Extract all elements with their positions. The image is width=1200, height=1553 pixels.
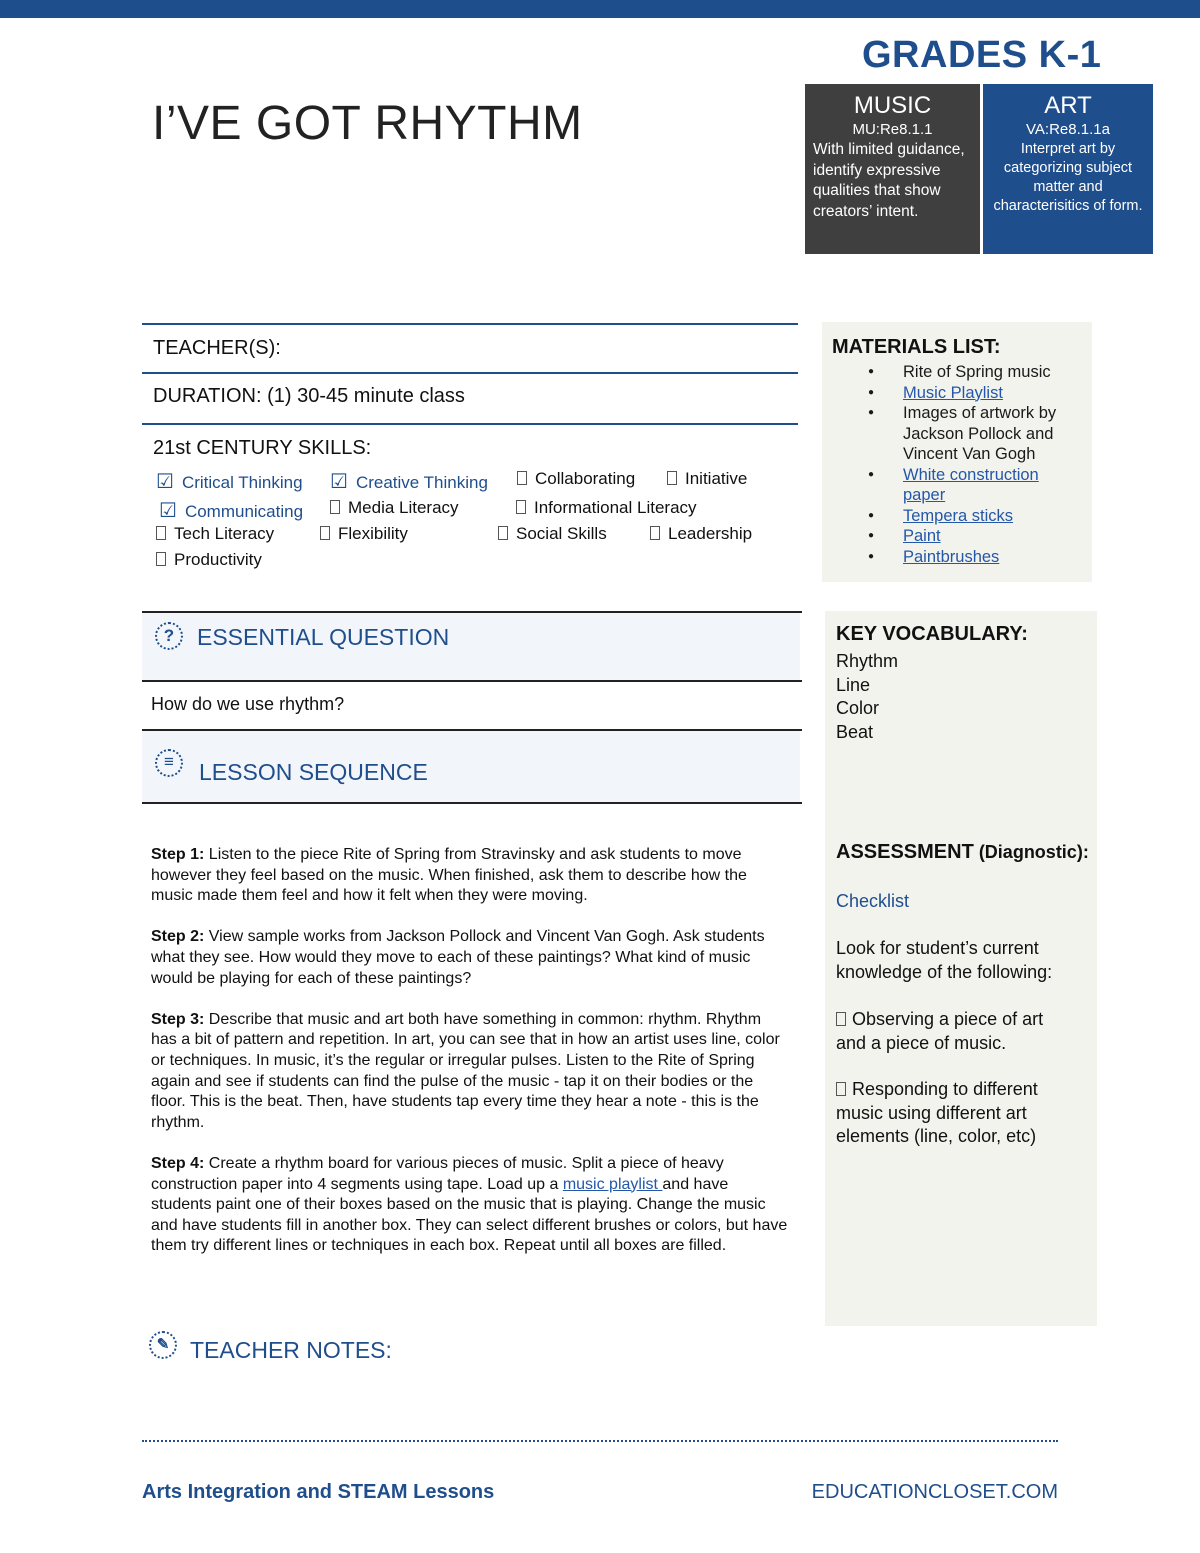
- material-item: [832, 403, 1078, 465]
- step-1: [151, 845, 791, 907]
- divider: [142, 680, 802, 682]
- checkbox-icon: [320, 526, 330, 540]
- art-standard-box: [983, 84, 1153, 254]
- step-label: Step 1:: [151, 846, 205, 863]
- material-item[interactable]: [832, 465, 1078, 506]
- skill-label: Critical Thinking: [181, 473, 303, 492]
- material-link[interactable]: Paintbrushes: [903, 547, 1000, 566]
- assessment-item: [836, 1078, 1076, 1149]
- skill-critical-thinking[interactable]: [156, 469, 303, 494]
- skill-creative-thinking[interactable]: [330, 469, 488, 494]
- skill-label: Collaborating: [535, 469, 636, 488]
- checkbox-icon: [156, 526, 166, 540]
- material-item[interactable]: [832, 526, 1078, 547]
- assessment-heading-main: ASSESSMENT: [836, 841, 974, 863]
- footer-tagline: Arts Integration and STEAM Lessons: [142, 1481, 495, 1503]
- checkbox-icon: [498, 526, 508, 540]
- material-link[interactable]: White construction paper: [903, 465, 1039, 504]
- skill-social-skills[interactable]: [498, 524, 607, 544]
- step-text: Listen to the piece Rite of Spring from Stravinsky and ask students to move however they feel based on the music. When finished, ask them to describe how the music made them feel and how it felt when they were moving.: [151, 846, 747, 905]
- lesson-sequence-title: LESSON SEQUENCE: [199, 759, 428, 785]
- skill-label: Productivity: [174, 550, 262, 569]
- vocab-word: Color: [836, 698, 880, 718]
- music-standard-desc: With limited guidance, identify expressive qualities that show creators’ intent.: [813, 141, 965, 220]
- lesson-title: I’VE GOT RHYTHM: [152, 97, 583, 150]
- vocab-word: Beat: [836, 721, 874, 742]
- step-text: View sample works from Jackson Pollock and Vincent Van Gogh. Ask students what they see. How would they move to each of these paintings? What kind of music would be playing for each of these paintings?: [151, 928, 765, 987]
- assessment-item-text: Responding to different music using different art elements (line, color, etc): [836, 1079, 1038, 1146]
- art-standard-code: VA:Re8.1.1a: [1026, 121, 1110, 138]
- skill-label: Tech Literacy: [174, 524, 275, 543]
- footer-website: EDUCATIONCLOSET.COM: [811, 1481, 1058, 1503]
- top-bar: [0, 0, 1200, 18]
- footer-divider: [142, 1440, 1058, 1442]
- step-2: [151, 927, 791, 989]
- divider: [142, 372, 798, 374]
- skill-label: Creative Thinking: [355, 473, 488, 492]
- step-4: [151, 1154, 791, 1257]
- music-heading: MUSIC: [853, 92, 932, 119]
- divider: [142, 323, 798, 325]
- divider: [142, 423, 798, 425]
- skill-media-literacy[interactable]: [330, 498, 459, 518]
- step-text: and have students paint one of their boxes based on the music that is playing. Change the music and have students fill in another box. They can select different brushes or colors, but have them try different lines or techniques in each box. Repeat until all boxes are filled.: [151, 1175, 788, 1255]
- checked-box-icon: ☑: [156, 471, 174, 493]
- material-link[interactable]: Tempera sticks: [903, 506, 1014, 525]
- checkbox-icon: [516, 500, 526, 514]
- material-item[interactable]: [832, 383, 1078, 404]
- skill-label: Initiative: [685, 469, 748, 488]
- material-text: Images of artwork by Jackson Pollock and Vincent Van Gogh: [903, 404, 1057, 463]
- skill-productivity[interactable]: [156, 550, 262, 570]
- skill-flexibility[interactable]: [320, 524, 408, 544]
- checkbox-icon: [330, 500, 340, 514]
- skill-label: Leadership: [668, 524, 753, 543]
- material-item[interactable]: [832, 506, 1078, 527]
- duration-label: DURATION: (1) 30-45 minute class: [153, 385, 465, 407]
- checkbox-icon: [517, 471, 527, 485]
- essential-question-title: ESSENTIAL QUESTION: [197, 624, 450, 650]
- material-text: Rite of Spring music: [903, 363, 1051, 381]
- assessment-item-text: Observing a piece of art and a piece of music.: [836, 1009, 1044, 1053]
- skill-tech-literacy[interactable]: [156, 524, 274, 544]
- step-text: Create a rhythm board for various pieces of music. Split a piece of heavy construction paper into 4 segments using tape. Load up a: [151, 1154, 724, 1193]
- step-label: Step 3:: [151, 1010, 205, 1028]
- teacher-notes-title: TEACHER NOTES:: [190, 1337, 392, 1363]
- skill-communicating[interactable]: [159, 498, 303, 523]
- material-link[interactable]: Paint: [903, 527, 941, 545]
- list-icon: ≡: [155, 749, 183, 777]
- checkbox-icon: [836, 1012, 846, 1026]
- material-item: [832, 362, 1078, 383]
- assessment-item: [836, 1008, 1076, 1055]
- vocab-word: Line: [836, 674, 871, 695]
- materials-list: [832, 362, 1078, 567]
- skill-label: Social Skills: [516, 524, 607, 543]
- assessment-heading-type: (Diagnostic):: [973, 842, 1089, 862]
- music-standard-code: MU:Re8.1.1: [852, 121, 933, 138]
- essential-question-text: How do we use rhythm?: [151, 694, 345, 714]
- skill-informational-literacy[interactable]: [516, 498, 697, 518]
- vocabulary-heading: KEY VOCABULARY:: [836, 623, 1028, 645]
- checkbox-icon: [650, 526, 660, 540]
- step-label: Step 2:: [151, 928, 205, 946]
- pencil-icon: ✎: [149, 1331, 177, 1359]
- skill-collaborating[interactable]: [517, 469, 635, 489]
- step-3: [151, 1010, 791, 1134]
- divider: [142, 802, 802, 804]
- lesson-steps: [151, 845, 791, 1277]
- materials-heading: MATERIALS LIST:: [832, 336, 1001, 358]
- skill-initiative[interactable]: [667, 469, 747, 489]
- skill-label: Informational Literacy: [534, 498, 697, 517]
- step-text: Describe that music and art both have something in common: rhythm. Rhythm has a bit of pattern and repetition. In art, you can see that in how an artist uses line, color or techniques. In music, it’s the regular or irregular pulses. Listen to the Rite of Spring again and see if students can find the pulse of the music - tap it on their bodies or the floor. This is the beat. Then, have students tap every time they hear a note - this is the rhythm.: [151, 1010, 780, 1131]
- material-item[interactable]: [832, 547, 1078, 568]
- skills-heading: 21st CENTURY SKILLS:: [153, 437, 372, 459]
- assessment-type: Checklist: [836, 891, 910, 911]
- skill-label: Media Literacy: [348, 498, 459, 517]
- question-icon: ?: [155, 622, 183, 650]
- teacher-label: TEACHER(S):: [153, 337, 281, 359]
- music-playlist-link[interactable]: music playlist: [562, 1175, 663, 1193]
- checked-box-icon: ☑: [330, 471, 348, 493]
- art-heading: ART: [1044, 92, 1092, 119]
- checkbox-icon: [156, 552, 166, 566]
- art-standard-desc: Interpret art by categorizing subject matter and characterisitics of form.: [993, 141, 1143, 214]
- step-label: Step 4:: [151, 1154, 205, 1172]
- checkbox-icon: [667, 471, 677, 485]
- material-link[interactable]: Music Playlist: [903, 383, 1003, 402]
- skill-leadership[interactable]: [650, 524, 752, 544]
- assessment-heading: [836, 841, 1089, 864]
- vocabulary-list: [836, 650, 898, 744]
- skill-label: Communicating: [184, 502, 304, 521]
- music-standard-box: [805, 84, 980, 254]
- grade-level: GRADES K-1: [862, 34, 1102, 76]
- assessment-intro: Look for student’s current knowledge of the following:: [836, 938, 1053, 982]
- checked-box-icon: ☑: [159, 500, 177, 522]
- checkbox-icon: [836, 1082, 846, 1096]
- skill-label: Flexibility: [338, 524, 408, 543]
- vocab-word: Rhythm: [836, 651, 899, 671]
